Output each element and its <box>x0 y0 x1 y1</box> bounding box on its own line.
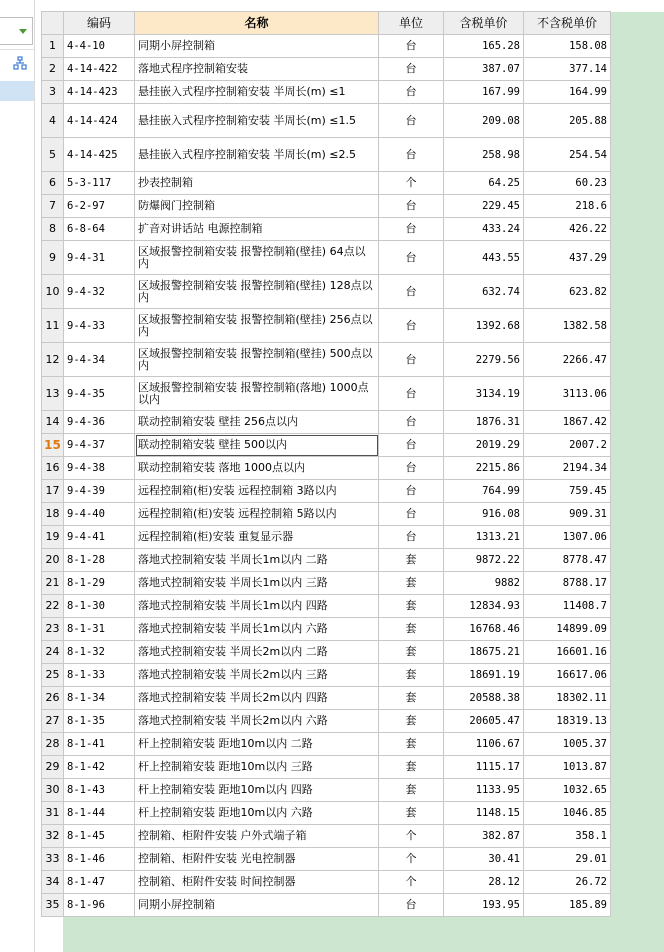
column-header-price-incl-tax[interactable]: 含税单价 <box>444 12 524 35</box>
code-cell[interactable]: 8-1-43 <box>64 779 135 802</box>
table-row[interactable] <box>42 710 611 733</box>
code-cell[interactable]: 8-1-32 <box>64 641 135 664</box>
code-cell[interactable]: 9-4-36 <box>64 411 135 434</box>
name-cell[interactable]: 控制箱、柜附件安装 户外式端子箱 <box>135 825 379 848</box>
code-cell[interactable]: 8-1-28 <box>64 549 135 572</box>
price-excl-tax-cell[interactable]: 909.31 <box>524 503 611 526</box>
code-cell[interactable]: 8-1-34 <box>64 687 135 710</box>
price-incl-tax-cell[interactable]: 18675.21 <box>444 641 524 664</box>
price-excl-tax-cell[interactable]: 2194.34 <box>524 457 611 480</box>
row-number-cell[interactable]: 32 <box>42 825 64 848</box>
code-cell[interactable]: 6-2-97 <box>64 195 135 218</box>
price-excl-tax-cell[interactable]: 158.08 <box>524 35 611 58</box>
price-incl-tax-cell[interactable]: 18691.19 <box>444 664 524 687</box>
code-cell[interactable]: 9-4-33 <box>64 309 135 343</box>
price-excl-tax-cell[interactable]: 1307.06 <box>524 526 611 549</box>
row-number-cell[interactable]: 2 <box>42 58 64 81</box>
code-cell[interactable]: 8-1-46 <box>64 848 135 871</box>
table-row[interactable] <box>42 641 611 664</box>
price-incl-tax-cell[interactable]: 258.98 <box>444 138 524 172</box>
price-incl-tax-cell[interactable]: 1106.67 <box>444 733 524 756</box>
unit-cell[interactable]: 个 <box>379 825 444 848</box>
table-row[interactable] <box>42 172 611 195</box>
row-number-cell[interactable]: 26 <box>42 687 64 710</box>
name-cell[interactable]: 悬挂嵌入式程序控制箱安装 半周长(m) ≤1 <box>135 81 379 104</box>
unit-cell[interactable]: 台 <box>379 434 444 457</box>
code-cell[interactable]: 9-4-39 <box>64 480 135 503</box>
unit-cell[interactable]: 套 <box>379 779 444 802</box>
price-incl-tax-cell[interactable]: 30.41 <box>444 848 524 871</box>
price-incl-tax-cell[interactable]: 20605.47 <box>444 710 524 733</box>
unit-cell[interactable]: 台 <box>379 377 444 411</box>
unit-cell[interactable]: 套 <box>379 595 444 618</box>
price-excl-tax-cell[interactable]: 1013.87 <box>524 756 611 779</box>
divider <box>0 49 34 50</box>
price-excl-tax-cell[interactable]: 11408.7 <box>524 595 611 618</box>
table-row[interactable] <box>42 218 611 241</box>
table-row[interactable] <box>42 871 611 894</box>
code-cell[interactable]: 9-4-41 <box>64 526 135 549</box>
row-number-cell[interactable]: 20 <box>42 549 64 572</box>
price-incl-tax-cell[interactable]: 12834.93 <box>444 595 524 618</box>
unit-cell[interactable]: 套 <box>379 618 444 641</box>
row-number-header[interactable] <box>42 12 64 35</box>
table-row[interactable] <box>42 894 611 917</box>
code-cell[interactable]: 6-8-64 <box>64 218 135 241</box>
price-incl-tax-cell[interactable]: 387.07 <box>444 58 524 81</box>
unit-cell[interactable]: 台 <box>379 104 444 138</box>
row-number-cell[interactable]: 24 <box>42 641 64 664</box>
unit-cell[interactable]: 台 <box>379 81 444 104</box>
column-header-code[interactable]: 编码 <box>64 12 135 35</box>
price-incl-tax-cell[interactable]: 1133.95 <box>444 779 524 802</box>
price-excl-tax-cell[interactable]: 16617.06 <box>524 664 611 687</box>
table-row[interactable] <box>42 503 611 526</box>
price-excl-tax-cell[interactable]: 26.72 <box>524 871 611 894</box>
row-number-cell[interactable]: 10 <box>42 275 64 309</box>
name-cell[interactable]: 杆上控制箱安装 距地10m以内 四路 <box>135 779 379 802</box>
unit-cell[interactable]: 套 <box>379 733 444 756</box>
price-incl-tax-cell[interactable]: 229.45 <box>444 195 524 218</box>
table-row[interactable] <box>42 595 611 618</box>
price-incl-tax-cell[interactable]: 9882 <box>444 572 524 595</box>
table-row[interactable] <box>42 687 611 710</box>
price-incl-tax-cell[interactable]: 209.08 <box>444 104 524 138</box>
price-excl-tax-cell[interactable]: 1046.85 <box>524 802 611 825</box>
name-cell[interactable]: 落地式控制箱安装 半周长1m以内 四路 <box>135 595 379 618</box>
code-cell[interactable]: 8-1-96 <box>64 894 135 917</box>
row-number-cell[interactable]: 19 <box>42 526 64 549</box>
column-header-price-excl-tax[interactable]: 不含税单价 <box>524 12 611 35</box>
code-cell[interactable]: 8-1-42 <box>64 756 135 779</box>
code-cell[interactable]: 9-4-37 <box>64 434 135 457</box>
row-number-cell[interactable]: 9 <box>42 241 64 275</box>
name-cell[interactable]: 区域报警控制箱安装 报警控制箱(壁挂) 500点以内 <box>135 343 379 377</box>
code-cell[interactable]: 8-1-30 <box>64 595 135 618</box>
code-cell[interactable]: 8-1-47 <box>64 871 135 894</box>
unit-cell[interactable]: 套 <box>379 687 444 710</box>
name-cell[interactable]: 悬挂嵌入式程序控制箱安装 半周长(m) ≤2.5 <box>135 138 379 172</box>
table-row[interactable] <box>42 309 611 343</box>
row-number-cell[interactable]: 1 <box>42 35 64 58</box>
chevron-down-icon <box>19 29 27 34</box>
price-excl-tax-cell[interactable]: 1382.58 <box>524 309 611 343</box>
row-number-cell[interactable]: 7 <box>42 195 64 218</box>
unit-cell[interactable]: 套 <box>379 572 444 595</box>
filter-dropdown[interactable] <box>0 17 33 45</box>
row-number-cell[interactable]: 6 <box>42 172 64 195</box>
table-row[interactable] <box>42 241 611 275</box>
table-row[interactable] <box>42 848 611 871</box>
name-cell[interactable]: 落地式控制箱安装 半周长2m以内 四路 <box>135 687 379 710</box>
name-cell[interactable]: 远程控制箱(柜)安装 重复显示器 <box>135 526 379 549</box>
name-cell[interactable]: 联动控制箱安装 落地 1000点以内 <box>135 457 379 480</box>
name-cell[interactable]: 区域报警控制箱安装 报警控制箱(壁挂) 64点以内 <box>135 241 379 275</box>
row-number-cell[interactable]: 4 <box>42 104 64 138</box>
price-incl-tax-cell[interactable]: 764.99 <box>444 480 524 503</box>
table-row[interactable] <box>42 664 611 687</box>
unit-cell[interactable]: 台 <box>379 138 444 172</box>
code-cell[interactable]: 9-4-31 <box>64 241 135 275</box>
code-cell[interactable]: 4-4-10 <box>64 35 135 58</box>
price-incl-tax-cell[interactable]: 2019.29 <box>444 434 524 457</box>
price-excl-tax-cell[interactable]: 2007.2 <box>524 434 611 457</box>
code-cell[interactable]: 8-1-31 <box>64 618 135 641</box>
price-excl-tax-cell[interactable]: 759.45 <box>524 480 611 503</box>
row-number-cell[interactable]: 8 <box>42 218 64 241</box>
table-row[interactable] <box>42 572 611 595</box>
table-row[interactable] <box>42 457 611 480</box>
name-cell[interactable]: 联动控制箱安装 壁挂 500以内 <box>135 434 379 457</box>
price-incl-tax-cell[interactable]: 64.25 <box>444 172 524 195</box>
unit-cell[interactable]: 套 <box>379 641 444 664</box>
row-number-cell[interactable]: 31 <box>42 802 64 825</box>
code-cell[interactable]: 9-4-35 <box>64 377 135 411</box>
name-cell[interactable]: 杆上控制箱安装 距地10m以内 三路 <box>135 756 379 779</box>
code-cell[interactable]: 4-14-425 <box>64 138 135 172</box>
unit-cell[interactable]: 台 <box>379 195 444 218</box>
code-cell[interactable]: 5-3-117 <box>64 172 135 195</box>
code-cell[interactable]: 4-14-423 <box>64 81 135 104</box>
price-excl-tax-cell[interactable]: 426.22 <box>524 218 611 241</box>
table-row[interactable] <box>42 549 611 572</box>
price-excl-tax-cell[interactable]: 623.82 <box>524 275 611 309</box>
name-cell[interactable]: 悬挂嵌入式程序控制箱安装 半周长(m) ≤1.5 <box>135 104 379 138</box>
unit-cell[interactable]: 台 <box>379 35 444 58</box>
code-cell[interactable]: 8-1-35 <box>64 710 135 733</box>
name-cell[interactable]: 同期小屏控制箱 <box>135 35 379 58</box>
name-cell[interactable]: 联动控制箱安装 壁挂 256点以内 <box>135 411 379 434</box>
price-excl-tax-cell[interactable]: 358.1 <box>524 825 611 848</box>
unit-cell[interactable]: 套 <box>379 756 444 779</box>
price-excl-tax-cell[interactable]: 8778.47 <box>524 549 611 572</box>
left-panel <box>0 0 35 952</box>
row-number-cell[interactable]: 22 <box>42 595 64 618</box>
hierarchy-icon[interactable] <box>13 56 27 70</box>
row-number-cell[interactable]: 23 <box>42 618 64 641</box>
code-cell[interactable]: 9-4-34 <box>64 343 135 377</box>
table-row[interactable] <box>42 526 611 549</box>
price-excl-tax-cell[interactable]: 60.23 <box>524 172 611 195</box>
code-cell[interactable]: 9-4-32 <box>64 275 135 309</box>
price-incl-tax-cell[interactable]: 16768.46 <box>444 618 524 641</box>
unit-cell[interactable]: 台 <box>379 241 444 275</box>
row-number-cell[interactable]: 33 <box>42 848 64 871</box>
price-incl-tax-cell[interactable]: 167.99 <box>444 81 524 104</box>
name-cell[interactable]: 抄表控制箱 <box>135 172 379 195</box>
name-cell[interactable]: 落地式控制箱安装 半周长1m以内 二路 <box>135 549 379 572</box>
name-cell[interactable]: 杆上控制箱安装 距地10m以内 二路 <box>135 733 379 756</box>
table-row[interactable] <box>42 138 611 172</box>
code-cell[interactable]: 8-1-45 <box>64 825 135 848</box>
name-cell[interactable]: 杆上控制箱安装 距地10m以内 六路 <box>135 802 379 825</box>
table-row[interactable] <box>42 81 611 104</box>
price-excl-tax-cell[interactable]: 18319.13 <box>524 710 611 733</box>
name-cell[interactable]: 控制箱、柜附件安装 时间控制器 <box>135 871 379 894</box>
price-incl-tax-cell[interactable]: 1148.15 <box>444 802 524 825</box>
code-cell[interactable]: 8-1-41 <box>64 733 135 756</box>
price-excl-tax-cell[interactable]: 8788.17 <box>524 572 611 595</box>
unit-cell[interactable]: 台 <box>379 503 444 526</box>
price-excl-tax-cell[interactable]: 2266.47 <box>524 343 611 377</box>
name-cell[interactable]: 区域报警控制箱安装 报警控制箱(落地) 1000点以内 <box>135 377 379 411</box>
price-incl-tax-cell[interactable]: 9872.22 <box>444 549 524 572</box>
price-excl-tax-cell[interactable]: 1005.37 <box>524 733 611 756</box>
price-excl-tax-cell[interactable]: 14899.09 <box>524 618 611 641</box>
code-cell[interactable]: 9-4-38 <box>64 457 135 480</box>
table-row[interactable] <box>42 35 611 58</box>
unit-cell[interactable]: 套 <box>379 549 444 572</box>
price-incl-tax-cell[interactable]: 2215.86 <box>444 457 524 480</box>
table-row[interactable] <box>42 733 611 756</box>
unit-cell[interactable]: 台 <box>379 58 444 81</box>
price-excl-tax-cell[interactable]: 3113.06 <box>524 377 611 411</box>
code-cell[interactable]: 8-1-33 <box>64 664 135 687</box>
price-incl-tax-cell[interactable]: 165.28 <box>444 35 524 58</box>
row-number-cell[interactable]: 34 <box>42 871 64 894</box>
table-row[interactable] <box>42 618 611 641</box>
unit-cell[interactable]: 台 <box>379 526 444 549</box>
unit-cell[interactable]: 台 <box>379 894 444 917</box>
table-row[interactable] <box>42 104 611 138</box>
price-excl-tax-cell[interactable]: 437.29 <box>524 241 611 275</box>
price-incl-tax-cell[interactable]: 3134.19 <box>444 377 524 411</box>
unit-cell[interactable]: 个 <box>379 871 444 894</box>
price-excl-tax-cell[interactable]: 164.99 <box>524 81 611 104</box>
table-row[interactable] <box>42 825 611 848</box>
column-header-name[interactable]: 名称 <box>135 12 379 35</box>
row-number-cell[interactable]: 11 <box>42 309 64 343</box>
table-row[interactable] <box>42 802 611 825</box>
code-cell[interactable]: 4-14-422 <box>64 58 135 81</box>
name-cell[interactable]: 远程控制箱(柜)安装 远程控制箱 3路以内 <box>135 480 379 503</box>
name-cell[interactable]: 远程控制箱(柜)安装 远程控制箱 5路以内 <box>135 503 379 526</box>
table-row[interactable] <box>42 275 611 309</box>
row-number-cell[interactable]: 30 <box>42 779 64 802</box>
price-excl-tax-cell[interactable]: 29.01 <box>524 848 611 871</box>
code-cell[interactable]: 8-1-44 <box>64 802 135 825</box>
name-cell[interactable]: 落地式控制箱安装 半周长1m以内 三路 <box>135 572 379 595</box>
unit-cell[interactable]: 台 <box>379 343 444 377</box>
unit-cell[interactable]: 台 <box>379 480 444 503</box>
row-number-cell[interactable]: 21 <box>42 572 64 595</box>
price-incl-tax-cell[interactable]: 193.95 <box>444 894 524 917</box>
price-excl-tax-cell[interactable]: 254.54 <box>524 138 611 172</box>
table-row[interactable] <box>42 480 611 503</box>
table-row[interactable] <box>42 411 611 434</box>
price-excl-tax-cell[interactable]: 185.89 <box>524 894 611 917</box>
name-cell[interactable]: 落地式程序控制箱安装 <box>135 58 379 81</box>
unit-cell[interactable]: 台 <box>379 309 444 343</box>
row-number-cell[interactable]: 5 <box>42 138 64 172</box>
price-excl-tax-cell[interactable]: 205.88 <box>524 104 611 138</box>
unit-cell[interactable]: 台 <box>379 275 444 309</box>
unit-cell[interactable]: 台 <box>379 411 444 434</box>
row-number-cell[interactable]: 15 <box>42 434 64 457</box>
name-cell[interactable]: 区域报警控制箱安装 报警控制箱(壁挂) 256点以内 <box>135 309 379 343</box>
price-excl-tax-cell[interactable]: 1867.42 <box>524 411 611 434</box>
tree-item-selected[interactable] <box>0 81 34 101</box>
unit-cell[interactable]: 台 <box>379 218 444 241</box>
row-number-cell[interactable]: 13 <box>42 377 64 411</box>
name-cell[interactable]: 防爆阀门控制箱 <box>135 195 379 218</box>
column-header-unit[interactable]: 单位 <box>379 12 444 35</box>
price-incl-tax-cell[interactable]: 382.87 <box>444 825 524 848</box>
price-incl-tax-cell[interactable]: 433.24 <box>444 218 524 241</box>
name-cell[interactable]: 落地式控制箱安装 半周长1m以内 六路 <box>135 618 379 641</box>
table-row[interactable] <box>42 195 611 218</box>
name-cell[interactable]: 同期小屏控制箱 <box>135 894 379 917</box>
table-row[interactable] <box>42 377 611 411</box>
unit-cell[interactable]: 台 <box>379 457 444 480</box>
price-incl-tax-cell[interactable]: 28.12 <box>444 871 524 894</box>
price-excl-tax-cell[interactable]: 1032.65 <box>524 779 611 802</box>
row-number-cell[interactable]: 35 <box>42 894 64 917</box>
price-incl-tax-cell[interactable]: 1115.17 <box>444 756 524 779</box>
price-incl-tax-cell[interactable]: 916.08 <box>444 503 524 526</box>
name-cell[interactable]: 控制箱、柜附件安装 光电控制器 <box>135 848 379 871</box>
price-incl-tax-cell[interactable]: 2279.56 <box>444 343 524 377</box>
unit-cell[interactable]: 个 <box>379 848 444 871</box>
row-number-cell[interactable]: 29 <box>42 756 64 779</box>
row-number-cell[interactable]: 28 <box>42 733 64 756</box>
price-incl-tax-cell[interactable]: 1876.31 <box>444 411 524 434</box>
table-header-row <box>42 12 611 35</box>
unit-cell[interactable]: 套 <box>379 664 444 687</box>
row-number-cell[interactable]: 16 <box>42 457 64 480</box>
table-row[interactable] <box>42 58 611 81</box>
price-incl-tax-cell[interactable]: 1392.68 <box>444 309 524 343</box>
price-incl-tax-cell[interactable]: 632.74 <box>444 275 524 309</box>
row-number-cell[interactable]: 17 <box>42 480 64 503</box>
price-table <box>41 11 611 917</box>
price-excl-tax-cell[interactable]: 16601.16 <box>524 641 611 664</box>
unit-cell[interactable]: 套 <box>379 710 444 733</box>
price-excl-tax-cell[interactable]: 218.6 <box>524 195 611 218</box>
price-excl-tax-cell[interactable]: 377.14 <box>524 58 611 81</box>
unit-cell[interactable]: 套 <box>379 802 444 825</box>
row-number-cell[interactable]: 12 <box>42 343 64 377</box>
name-cell[interactable]: 落地式控制箱安装 半周长2m以内 二路 <box>135 641 379 664</box>
price-incl-tax-cell[interactable]: 1313.21 <box>444 526 524 549</box>
row-number-cell[interactable]: 3 <box>42 81 64 104</box>
unit-cell[interactable]: 个 <box>379 172 444 195</box>
name-cell[interactable]: 落地式控制箱安装 半周长2m以内 六路 <box>135 710 379 733</box>
name-cell[interactable]: 落地式控制箱安装 半周长2m以内 三路 <box>135 664 379 687</box>
name-cell[interactable]: 扩音对讲话站 电源控制箱 <box>135 218 379 241</box>
row-number-cell[interactable]: 27 <box>42 710 64 733</box>
table-row[interactable] <box>42 343 611 377</box>
price-excl-tax-cell[interactable]: 18302.11 <box>524 687 611 710</box>
table-row[interactable] <box>42 756 611 779</box>
code-cell[interactable]: 4-14-424 <box>64 104 135 138</box>
table-row[interactable] <box>42 434 611 457</box>
price-incl-tax-cell[interactable]: 443.55 <box>444 241 524 275</box>
code-cell[interactable]: 9-4-40 <box>64 503 135 526</box>
row-number-cell[interactable]: 18 <box>42 503 64 526</box>
table-row[interactable] <box>42 779 611 802</box>
row-number-cell[interactable]: 14 <box>42 411 64 434</box>
code-cell[interactable]: 8-1-29 <box>64 572 135 595</box>
price-incl-tax-cell[interactable]: 20588.38 <box>444 687 524 710</box>
row-number-cell[interactable]: 25 <box>42 664 64 687</box>
name-cell[interactable]: 区域报警控制箱安装 报警控制箱(壁挂) 128点以内 <box>135 275 379 309</box>
